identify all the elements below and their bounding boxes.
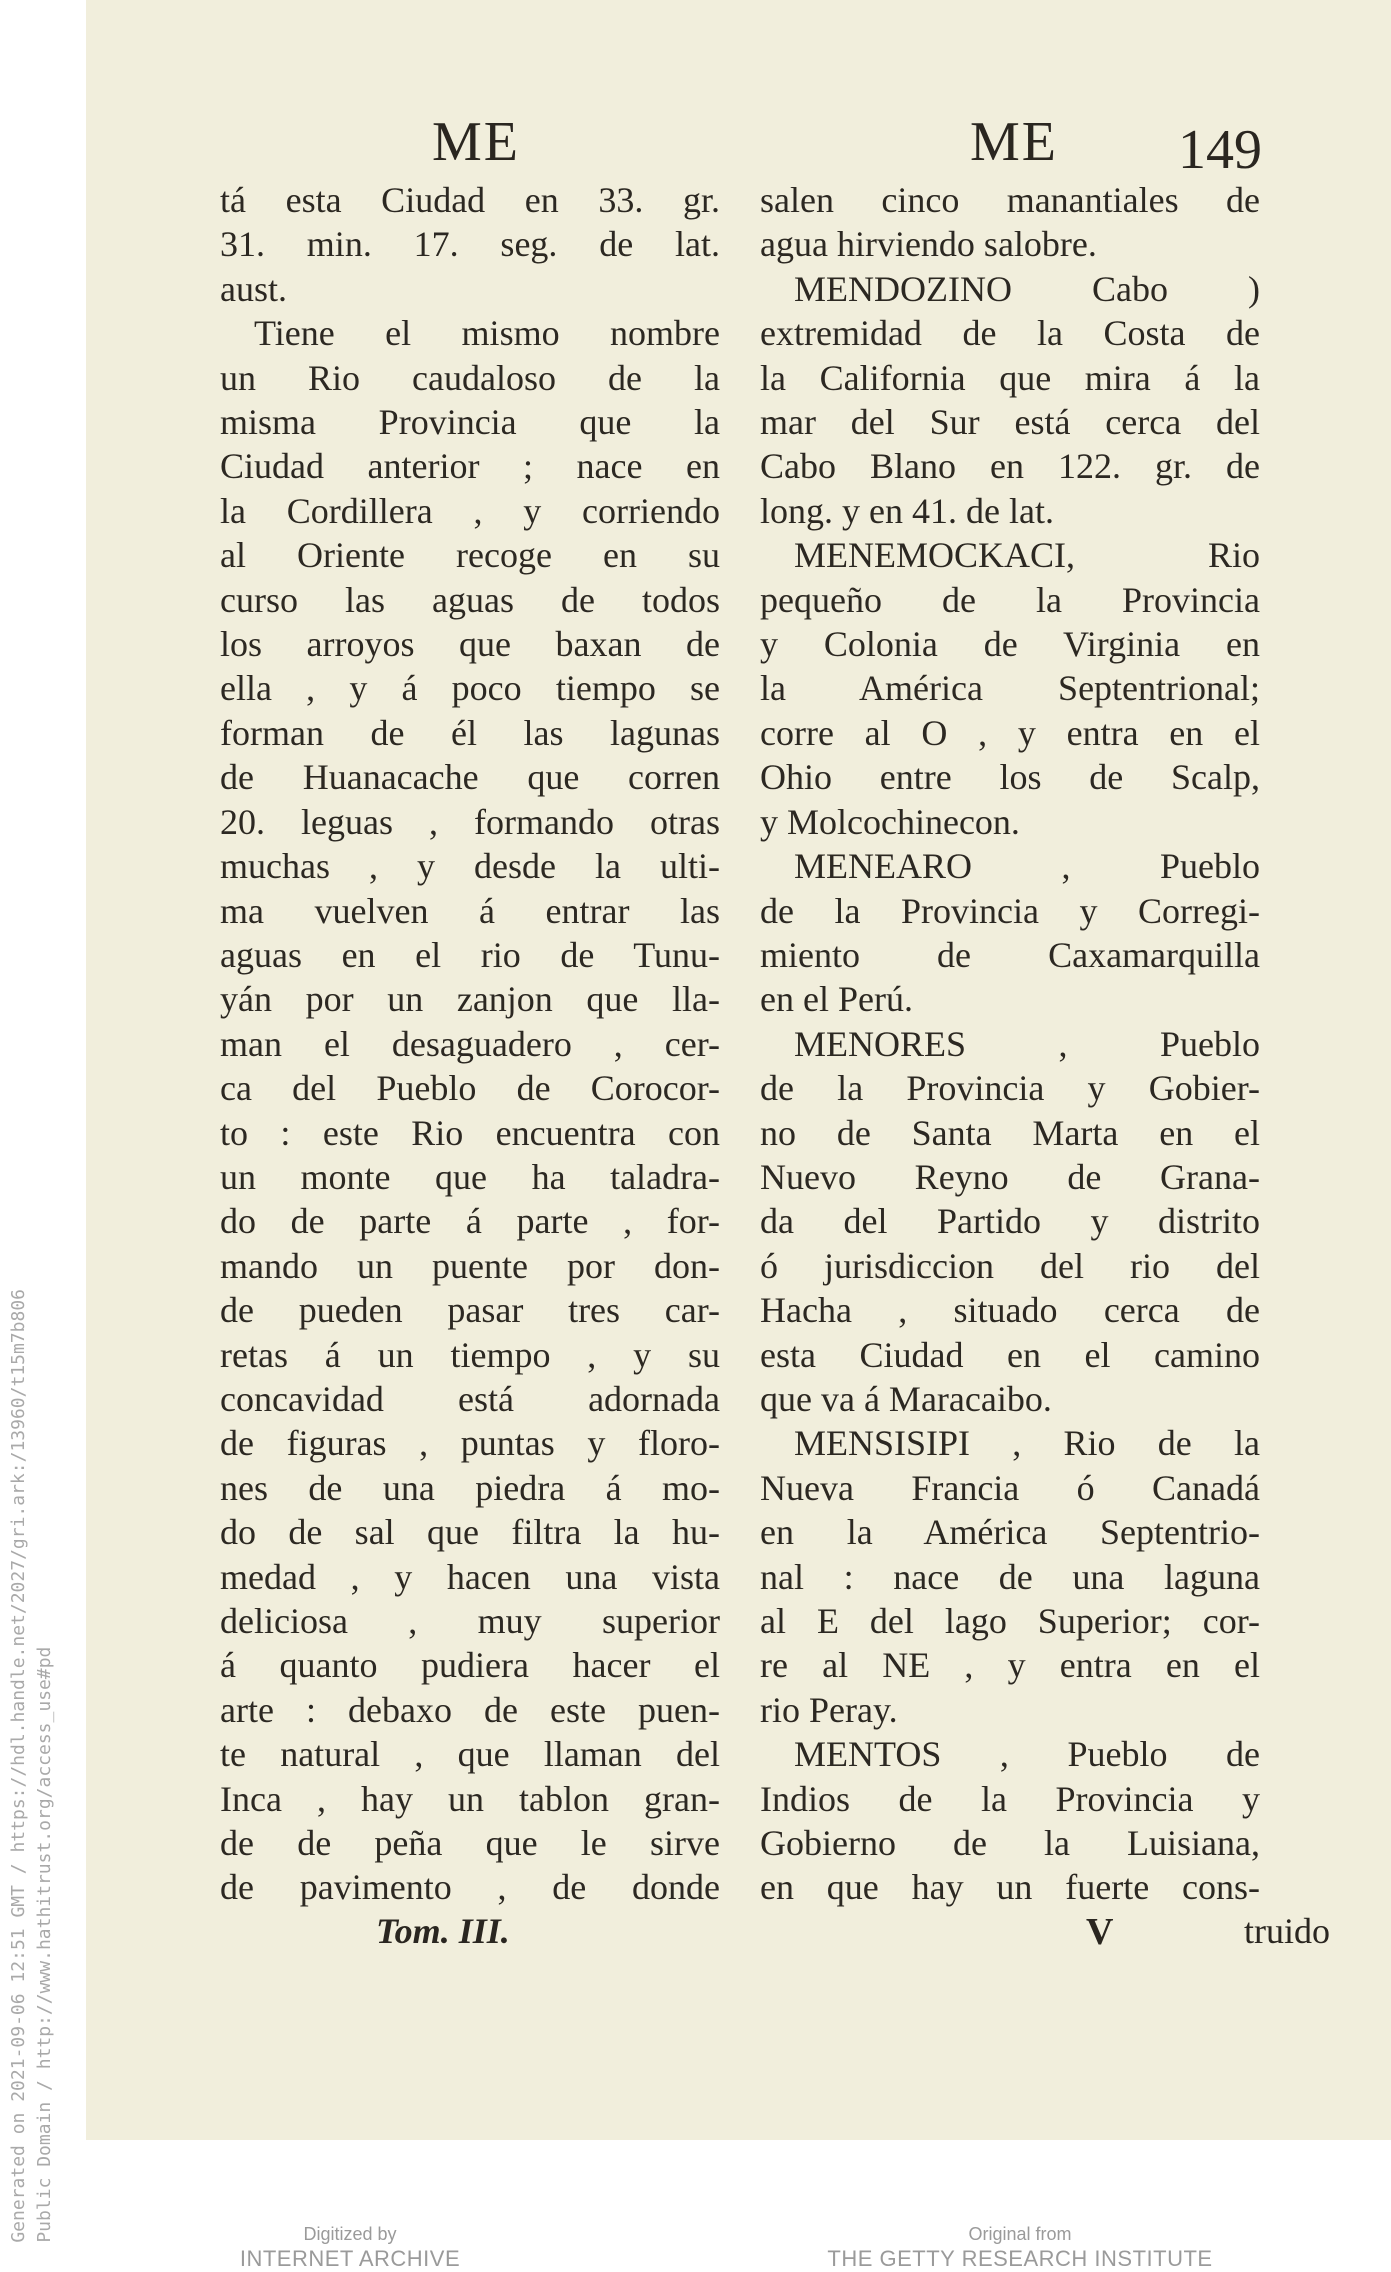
text-line: long. y en 41. de lat.: [760, 490, 1054, 531]
text-line: pequeño de la Provincia: [760, 579, 1260, 620]
text-line: ella , y á poco tiempo se: [220, 668, 720, 709]
text-line: MENDOZINO Cabo ): [794, 268, 1260, 309]
text-line: MENEARO , Pueblo: [794, 846, 1260, 887]
scanned-page: [86, 0, 1391, 2140]
text-line: MENSISIPI , Rio de la: [794, 1423, 1260, 1464]
text-line: mar del Sur está cerca del: [760, 402, 1260, 443]
text-line: la California que mira á la: [760, 357, 1260, 398]
text-line: corre al O , y entra en el: [760, 712, 1260, 753]
text-line: la América Septentrional;: [760, 668, 1260, 709]
text-line: un monte que ha taladra-: [220, 1156, 720, 1197]
text-line: Tiene el mismo nombre: [254, 313, 720, 354]
text-line: 31. min. 17. seg. de lat.: [220, 224, 720, 265]
text-line: que va á Maracaibo.: [760, 1378, 1052, 1419]
internet-archive-label: INTERNET ARCHIVE: [239, 2246, 461, 2271]
text-line: Indios de la Provincia y: [760, 1778, 1260, 1819]
text-line: nes de una piedra á mo-: [220, 1467, 720, 1508]
text-line: al Oriente recoge en su: [220, 535, 720, 576]
text-line: en el Perú.: [760, 979, 913, 1020]
text-line: tá esta Ciudad en 33. gr.: [220, 180, 720, 220]
text-line: la Cordillera , y corriendo: [220, 490, 720, 531]
text-line: los arroyos que baxan de: [220, 624, 720, 665]
text-line: arte : debaxo de este puen-: [220, 1689, 720, 1730]
watermark-line-1: Generated on 2021-09-06 12:51 GMT / https://hdl.handle.net/2027/gri.ark:/13960/t15m7b806: [8, 1289, 29, 2243]
text-line: de la Provincia y Gobier-: [760, 1068, 1260, 1109]
text-line: da del Partido y distrito: [760, 1201, 1260, 1242]
text-line: en la América Septentrio-: [760, 1512, 1260, 1553]
text-line: do de sal que filtra la hu-: [220, 1512, 720, 1553]
left-margin-strip: [0, 0, 86, 2271]
text-line: de pavimento , de donde: [220, 1867, 720, 1908]
text-line: forman de él las lagunas: [220, 712, 720, 753]
original-from-credit: [820, 2222, 1220, 2272]
page-number: 149: [1178, 119, 1262, 181]
digitized-by-label: Digitized by: [303, 2224, 397, 2244]
text-line: Hacha , situado cerca de: [760, 1290, 1260, 1331]
text-line: á quanto pudiera hacer el: [220, 1645, 720, 1686]
text-line: medad , y hacen una vista: [220, 1556, 720, 1597]
text-line: y Molcochinecon.: [760, 801, 1020, 842]
text-line: MENORES , Pueblo: [794, 1023, 1260, 1064]
text-line: extremidad de la Costa de: [760, 313, 1260, 354]
text-line: deliciosa , muy superior: [220, 1601, 720, 1641]
text-line: no de Santa Marta en el: [760, 1112, 1260, 1153]
text-line: 20. leguas , formando otras: [220, 801, 720, 842]
text-line: al E del lago Superior; cor-: [760, 1601, 1260, 1641]
text-line: agua hirviendo salobre.: [760, 224, 1097, 265]
text-line: de Huanacache que corren: [220, 757, 720, 798]
text-line: Ohio entre los de Scalp,: [760, 757, 1260, 798]
original-from-label: Original from: [968, 2224, 1072, 2244]
text-line: misma Provincia que la: [220, 402, 720, 443]
text-line: Nueva Francia ó Canadá: [760, 1467, 1260, 1508]
running-head-left: ME: [432, 111, 520, 173]
text-line: aguas en el rio de Tunu-: [220, 934, 720, 975]
text-line: nal : nace de una laguna: [760, 1556, 1260, 1597]
text-line: concavidad está adornada: [220, 1378, 720, 1419]
text-line: rio Peray.: [760, 1689, 898, 1730]
text-line: miento de Caxamarquilla: [760, 934, 1260, 975]
text-line: esta Ciudad en el camino: [760, 1334, 1260, 1375]
text-line: Inca , hay un tablon gran-: [220, 1778, 720, 1819]
text-line: Nuevo Reyno de Grana-: [760, 1156, 1260, 1197]
text-line: yán por un zanjon que lla-: [220, 979, 720, 1020]
text-line: MENTOS , Pueblo de: [794, 1734, 1260, 1775]
text-line: un Rio caudaloso de la: [220, 357, 720, 398]
text-line: muchas , y desde la ulti-: [220, 846, 720, 887]
text-line: curso las aguas de todos: [220, 579, 720, 620]
text-line: Ciudad anterior ; nace en: [220, 446, 720, 487]
text-line: re al NE , y entra en el: [760, 1645, 1260, 1686]
text-line: ma vuelven á entrar las: [220, 890, 720, 931]
text-line: de pueden pasar tres car-: [220, 1290, 720, 1331]
text-line: te natural , que llaman del: [220, 1734, 720, 1775]
text-line: retas á un tiempo , y su: [220, 1334, 720, 1375]
signature-mark: V: [1086, 1911, 1114, 1953]
text-line: en que hay un fuerte cons-: [760, 1867, 1260, 1908]
text-line: de de peña que le sirve: [220, 1823, 720, 1864]
text-line: de figuras , puntas y floro-: [220, 1423, 720, 1464]
text-line: Cabo Blano en 122. gr. de: [760, 446, 1260, 487]
digitized-by-credit: [210, 2222, 490, 2272]
text-line: salen cinco manantiales de: [760, 180, 1260, 220]
text-line: aust.: [220, 268, 287, 309]
text-line: mando un puente por don-: [220, 1245, 720, 1286]
getty-label: THE GETTY RESEARCH INSTITUTE: [827, 2246, 1213, 2271]
text-line: to : este Rio encuentra con: [220, 1112, 720, 1153]
text-line: do de parte á parte , for-: [220, 1201, 720, 1242]
volume-footer: Tom. III.: [376, 1911, 510, 1951]
text-line: de la Provincia y Corregi-: [760, 890, 1260, 931]
left-column: [220, 178, 720, 1910]
right-column: [760, 178, 1260, 1910]
text-line: ó jurisdiccion del rio del: [760, 1245, 1260, 1286]
text-line: ca del Pueblo de Corocor-: [220, 1068, 720, 1109]
text-line: MENEMOCKACI, Rio: [794, 535, 1260, 576]
catchword: truido: [1244, 1911, 1330, 1951]
hathitrust-watermark: [6, 1289, 58, 2243]
running-head-right: ME: [970, 111, 1058, 173]
text-line: Gobierno de la Luisiana,: [760, 1823, 1260, 1864]
text-line: y Colonia de Virginia en: [760, 624, 1260, 665]
text-line: man el desaguadero , cer-: [220, 1023, 720, 1064]
watermark-line-2: Public Domain / http://www.hathitrust.org/access_use#pd: [34, 1646, 55, 2243]
